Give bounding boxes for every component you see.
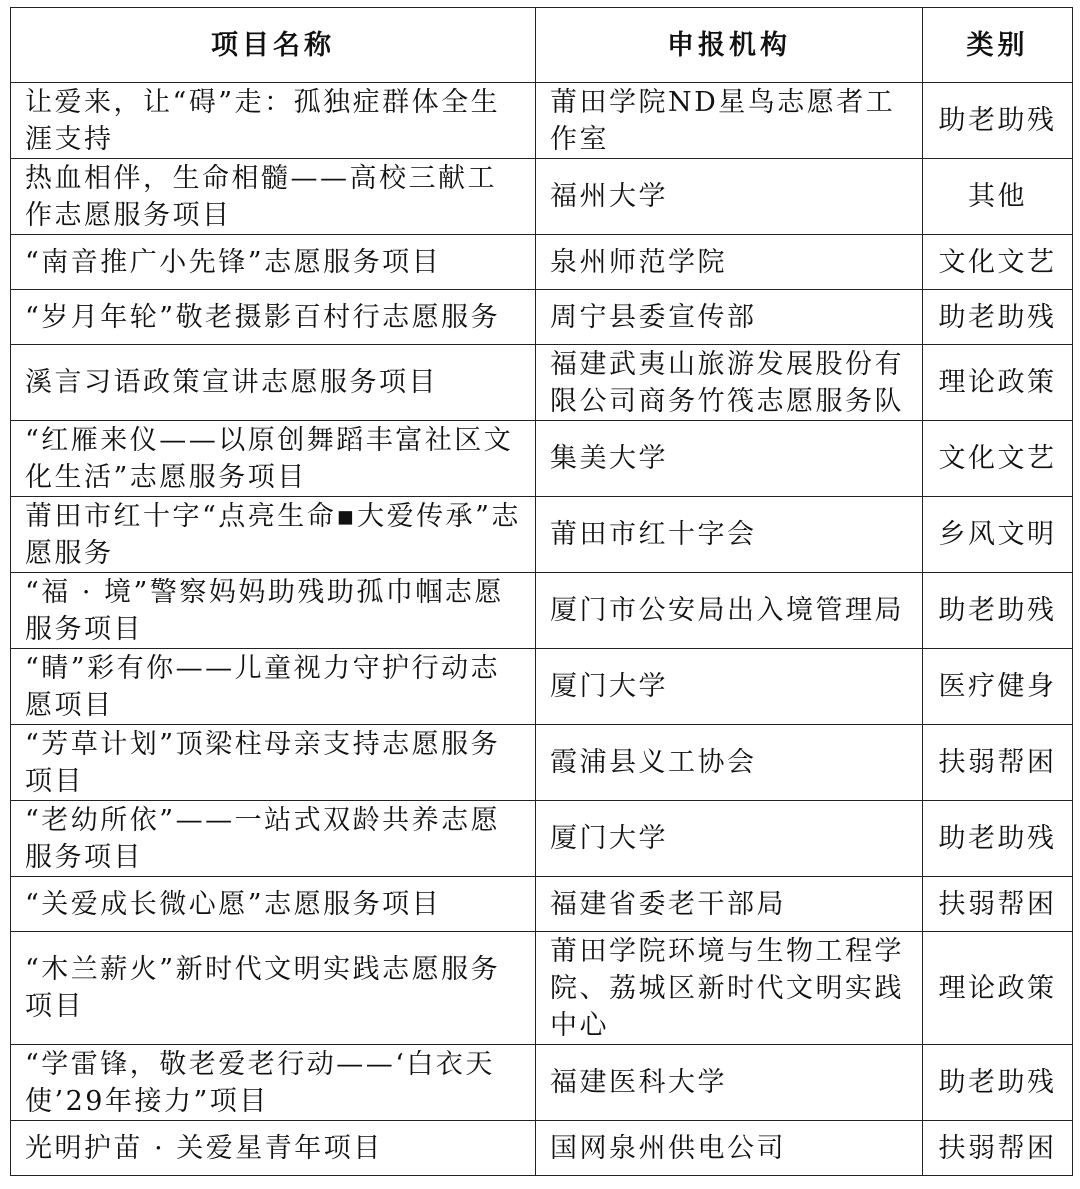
project-name-cell: 热血相伴，生命相髓——高校三献工作志愿服务项目 [11, 159, 536, 235]
table-row [11, 1121, 1073, 1176]
category-cell: 乡风文明 [923, 497, 1073, 573]
org-cell: 福建武夷山旅游发展股份有限公司商务竹筏志愿服务队 [536, 345, 923, 421]
org-cell: 厦门大学 [536, 649, 923, 725]
table-row [11, 1045, 1073, 1121]
project-name-cell: 光明护苗 · 关爱星青年项目 [11, 1121, 536, 1176]
table-row [11, 649, 1073, 725]
table-row [11, 159, 1073, 235]
org-cell: 福建省委老干部局 [536, 877, 923, 932]
project-name-cell: “福 · 境”警察妈妈助残助孤巾帼志愿服务项目 [11, 573, 536, 649]
category-cell: 助老助残 [923, 801, 1073, 877]
table-row [11, 801, 1073, 877]
project-name-cell: 莆田市红十字“点亮生命▪大爱传承”志愿服务 [11, 497, 536, 573]
org-cell: 泉州师范学院 [536, 235, 923, 290]
table-row [11, 725, 1073, 801]
table-row [11, 290, 1073, 345]
org-cell: 周宁县委宣传部 [536, 290, 923, 345]
org-cell: 厦门市公安局出入境管理局 [536, 573, 923, 649]
project-table-container [10, 7, 1072, 1176]
table-row [11, 573, 1073, 649]
table-row [11, 497, 1073, 573]
project-name-cell: “睛”彩有你——儿童视力守护行动志愿项目 [11, 649, 536, 725]
table-row [11, 932, 1073, 1045]
table-header-row [11, 8, 1073, 83]
project-name-cell: 让爱来，让“碍”走：孤独症群体全生涯支持 [11, 83, 536, 159]
category-cell: 文化文艺 [923, 421, 1073, 497]
category-cell: 扶弱帮困 [923, 725, 1073, 801]
project-name-cell: “南音推广小先锋”志愿服务项目 [11, 235, 536, 290]
org-cell: 莆田市红十字会 [536, 497, 923, 573]
category-cell: 助老助残 [923, 290, 1073, 345]
table-row [11, 83, 1073, 159]
project-name-cell: “老幼所依”——一站式双龄共养志愿服务项目 [11, 801, 536, 877]
category-cell: 理论政策 [923, 932, 1073, 1045]
table-row [11, 235, 1073, 290]
table-row [11, 421, 1073, 497]
category-cell: 文化文艺 [923, 235, 1073, 290]
project-name-cell: “岁月年轮”敬老摄影百村行志愿服务 [11, 290, 536, 345]
category-cell: 理论政策 [923, 345, 1073, 421]
org-cell: 福建医科大学 [536, 1045, 923, 1121]
org-cell: 霞浦县义工协会 [536, 725, 923, 801]
category-cell: 助老助残 [923, 83, 1073, 159]
org-cell: 莆田学院ND星鸟志愿者工作室 [536, 83, 923, 159]
project-name-cell: “木兰薪火”新时代文明实践志愿服务项目 [11, 932, 536, 1045]
category-cell: 其他 [923, 159, 1073, 235]
org-cell: 集美大学 [536, 421, 923, 497]
category-cell: 助老助残 [923, 1045, 1073, 1121]
project-name-cell: “红雁来仪——以原创舞蹈丰富社区文化生活”志愿服务项目 [11, 421, 536, 497]
project-name-cell: “芳草计划”顶梁柱母亲支持志愿服务项目 [11, 725, 536, 801]
org-cell: 福州大学 [536, 159, 923, 235]
category-cell: 助老助残 [923, 573, 1073, 649]
table-row [11, 345, 1073, 421]
org-cell: 莆田学院环境与生物工程学院、荔城区新时代文明实践中心 [536, 932, 923, 1045]
table-row [11, 877, 1073, 932]
category-cell: 医疗健身 [923, 649, 1073, 725]
org-cell: 厦门大学 [536, 801, 923, 877]
org-cell: 国网泉州供电公司 [536, 1121, 923, 1176]
project-table [10, 7, 1073, 1176]
header-project-name: 项目名称 [11, 8, 536, 83]
project-name-cell: 溪言习语政策宣讲志愿服务项目 [11, 345, 536, 421]
category-cell: 扶弱帮困 [923, 877, 1073, 932]
header-category: 类别 [923, 8, 1073, 83]
category-cell: 扶弱帮困 [923, 1121, 1073, 1176]
project-name-cell: “学雷锋，敬老爱老行动——‘白衣天使’29年接力”项目 [11, 1045, 536, 1121]
header-applying-org: 申报机构 [536, 8, 923, 83]
project-name-cell: “关爱成长微心愿”志愿服务项目 [11, 877, 536, 932]
